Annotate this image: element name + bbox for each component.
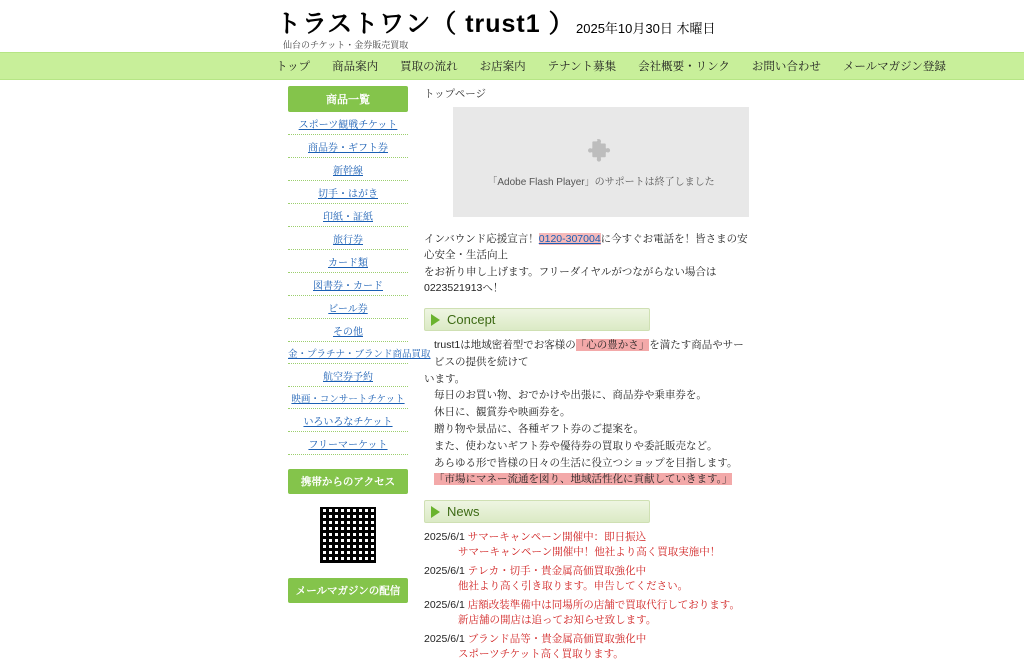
nav-item-products[interactable]: 商品案内 <box>332 61 379 73</box>
concept-p1-a: trust1は地域密着型でお客様の <box>434 339 576 352</box>
sidebar-item-revenue-stamps[interactable]: 印紙・証紙 <box>288 204 408 227</box>
news-section-header <box>424 500 650 523</box>
sidebar-item-stamps[interactable]: 切手・はがき <box>288 181 408 204</box>
concept-section-header <box>424 308 650 331</box>
sidebar-item-gold-brand[interactable]: 金・プラチナ・ブランド商品買取 <box>288 342 408 364</box>
nav-item-company[interactable]: 会社概要・リンク <box>638 61 730 73</box>
sidebar-heading: 商品一覧 <box>288 86 408 112</box>
arrow-right-icon <box>431 506 440 518</box>
news-headline: サマーキャンペーン開催中：即日振込 <box>467 531 647 544</box>
sidebar-item-travel-voucher[interactable]: 旅行券 <box>288 227 408 250</box>
intro-line1-b: に今すぐお電話を！皆さまの安心安全・生活向上 <box>424 233 748 262</box>
news-headline: テレカ・切手・貴金属高価買取強化中 <box>467 565 647 578</box>
qr-code-icon <box>317 504 379 566</box>
breadcrumb: トップページ <box>424 88 487 100</box>
concept-p3: 休日に、観賞券や映画券を。 <box>434 406 571 419</box>
puzzle-piece-icon <box>588 137 614 163</box>
news-headline: 店額改装準備中は同場所の店舗で買取代行しております。 <box>467 599 740 612</box>
list-item <box>424 563 754 593</box>
nav-item-purchase-flow[interactable]: 買取の流れ <box>400 61 458 73</box>
sidebar-item-book-voucher[interactable]: 図書券・カード <box>288 273 408 296</box>
site-tagline: 仙台のチケット・金券販売買取 <box>283 40 409 50</box>
concept-p1-c: います。 <box>424 372 466 385</box>
flash-notice-text: 「Adobe Flash Player」のサポートは終了しました <box>487 176 715 188</box>
site-title: トラストワン（ trust1 ） <box>276 10 575 38</box>
concept-p1-highlight: 「心の豊かさ」 <box>575 339 650 352</box>
concept-p6: あらゆる形で皆様の日々の生活に役立つショップを目指します。 <box>434 456 738 469</box>
concept-title: Concept <box>447 312 496 328</box>
sidebar-item-gift-certificate[interactable]: 商品券・ギフト券 <box>288 135 408 158</box>
nav-item-tenant[interactable]: テナント募集 <box>547 61 617 73</box>
sidebar-item-various-tickets[interactable]: いろいろなチケット <box>288 409 408 432</box>
concept-body <box>424 337 754 488</box>
news-date: 2025/6/1 <box>424 599 465 612</box>
news-detail: 新店舗の開店は追ってお知らせ致します。 <box>458 614 657 627</box>
flash-placeholder <box>453 107 749 217</box>
sidebar-mail-magazine-heading: メールマガジンの配信 <box>288 578 408 603</box>
news-list <box>424 529 754 661</box>
sidebar-item-sports-ticket[interactable]: スポーツ観戦チケット <box>288 112 408 135</box>
intro-line1-a: インバウンド応援宣言！ <box>424 233 539 245</box>
concept-p1-b: を満たす商品やサービスの提供を続けて <box>434 339 744 368</box>
intro-line2: をお祈り申し上げます。フリーダイヤルがつながらない場合は0223521913へ！ <box>424 265 717 294</box>
main-navigation <box>0 52 1024 80</box>
sidebar-item-flea-market[interactable]: フリーマーケット <box>288 432 408 455</box>
news-date: 2025/6/1 <box>424 633 465 646</box>
sidebar-item-air-ticket[interactable]: 航空券予約 <box>288 364 408 387</box>
site-header <box>0 0 1024 52</box>
news-detail: 他社より高く引き取ります。申告してください。 <box>458 580 689 593</box>
concept-p1 <box>424 337 754 371</box>
news-title: News <box>447 504 480 520</box>
nav-item-shop-info[interactable]: お店案内 <box>479 61 526 73</box>
sidebar <box>288 86 431 603</box>
sidebar-item-movie-concert[interactable]: 映画・コンサートチケット <box>288 387 408 409</box>
sidebar-item-beer-voucher[interactable]: ビール券 <box>288 296 408 319</box>
list-item <box>424 597 754 627</box>
intro-paragraph <box>424 231 754 296</box>
arrow-right-icon <box>431 314 440 326</box>
sidebar-item-shinkansen[interactable]: 新幹線 <box>288 158 408 181</box>
sidebar-item-others[interactable]: その他 <box>288 319 408 342</box>
concept-p7 <box>424 471 754 488</box>
concept-p5: また、使わないギフト券や優待券の買取りや委託販売など。 <box>434 439 718 452</box>
current-date: 2025年10月30日 木曜日 <box>576 21 716 36</box>
concept-p2: 毎日のお買い物、おでかけや出張に、商品券や乗車券を。 <box>434 389 707 402</box>
news-detail: サマーキャンペーン開催中！他社より高く買取実施中！ <box>458 546 721 559</box>
sidebar-item-cards[interactable]: カード類 <box>288 250 408 273</box>
phone-number-link[interactable]: 0120-307004 <box>538 233 601 245</box>
sidebar-mobile-access-heading: 携帯からのアクセス <box>288 469 408 494</box>
news-detail: スポーツチケット高く買取ります。 <box>458 648 624 661</box>
nav-item-contact[interactable]: お問い合わせ <box>751 61 821 73</box>
news-headline: ブランド品等・貴金属高価買取強化中 <box>467 633 647 646</box>
concept-p7-highlight: 「市場にマネー流通を図り、地域活性化に貢献していきます。」 <box>434 473 733 486</box>
nav-item-top[interactable]: トップ <box>276 61 311 73</box>
nav-item-mail-magazine[interactable]: メールマガジン登録 <box>842 61 946 73</box>
news-date: 2025/6/1 <box>424 531 465 544</box>
list-item <box>424 631 754 661</box>
list-item <box>424 529 754 559</box>
concept-p4: 贈り物や景品に、各種ギフト券のご提案を。 <box>434 423 644 436</box>
news-date: 2025/6/1 <box>424 565 465 578</box>
main-content <box>424 86 754 665</box>
